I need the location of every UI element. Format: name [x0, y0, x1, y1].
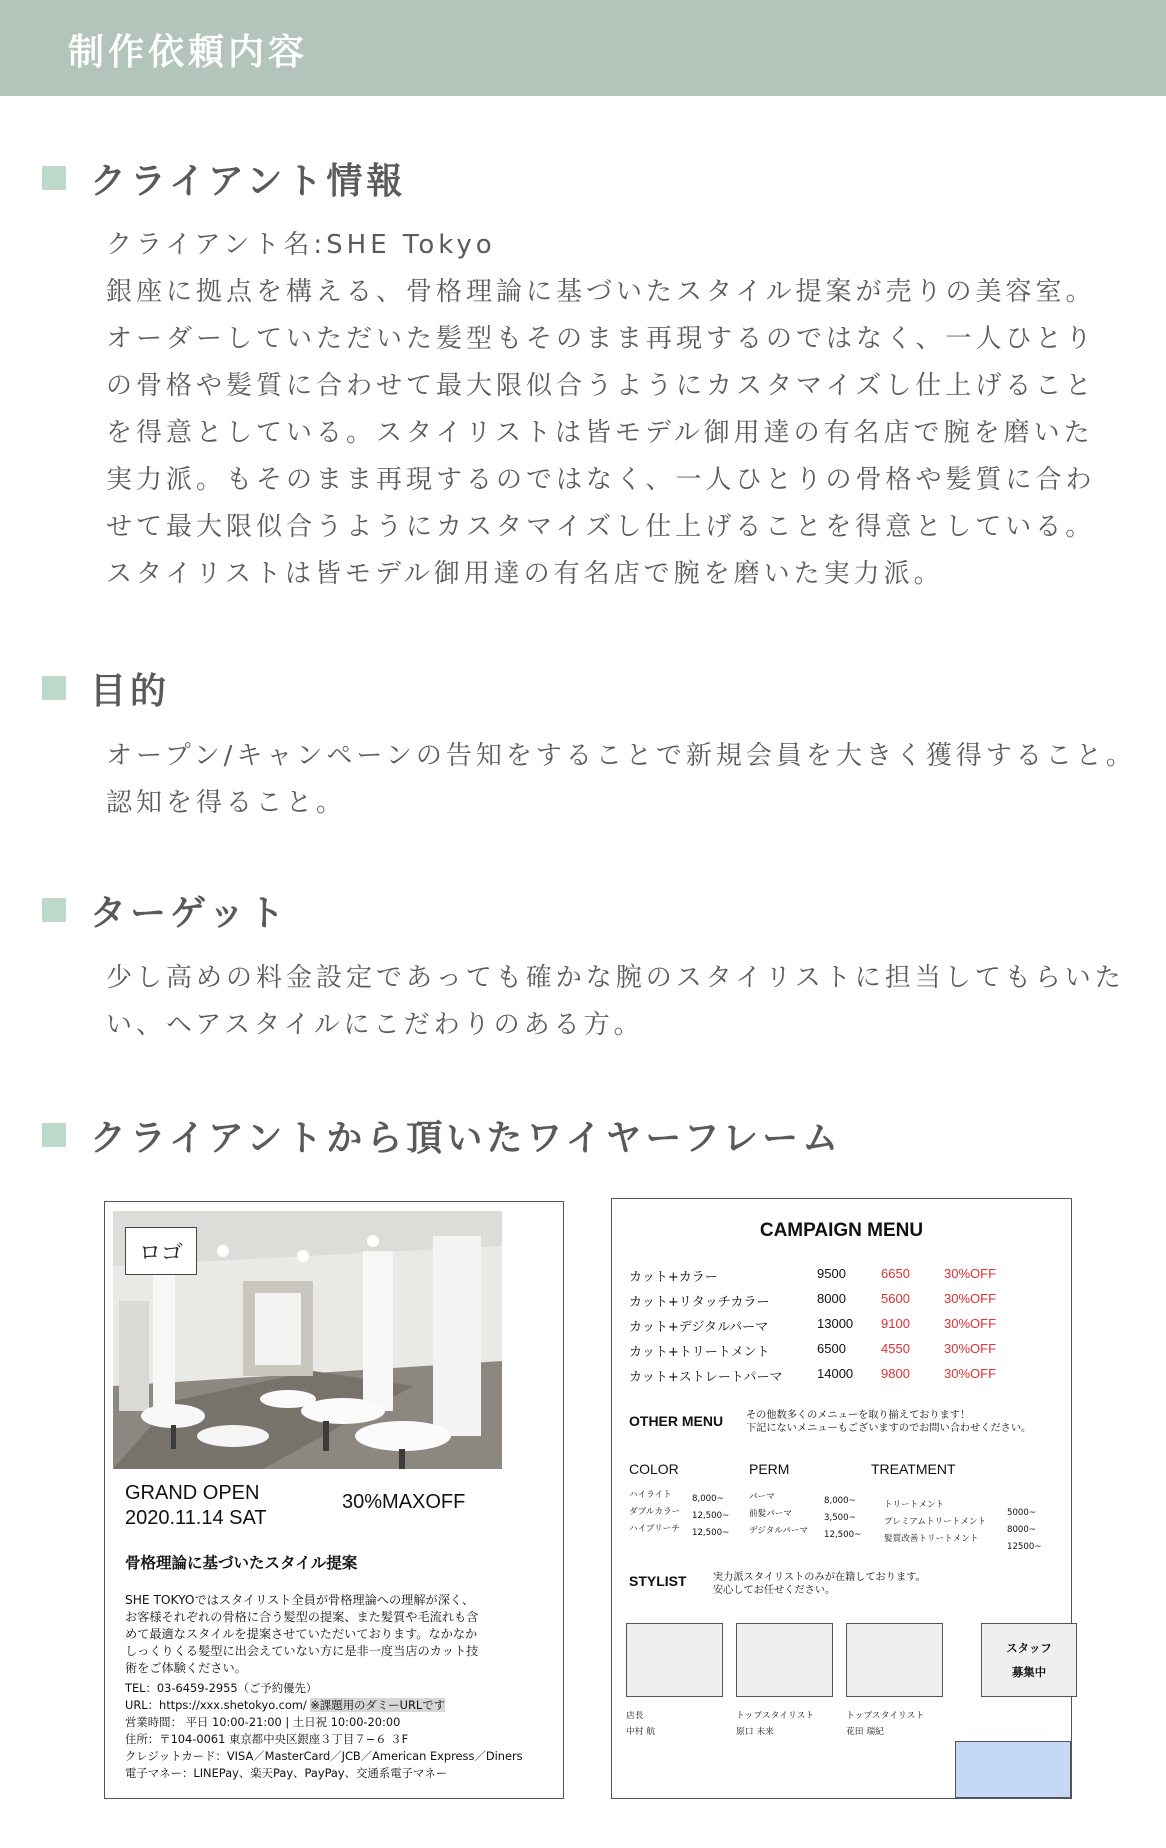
treatment-item: プレミアムトリートメント	[884, 1517, 987, 1527]
heading-square-icon	[42, 676, 66, 700]
logo-placeholder: ロゴ	[125, 1227, 197, 1275]
menu-off: 30%OFF	[944, 1316, 997, 1331]
treatment-price: 8000~	[1007, 1525, 1037, 1535]
color-item: ハイブリーチ	[629, 1524, 680, 1534]
client-line: オーダーしていただいた髪型もそのまま再現するのではなく、一人ひとり	[106, 324, 1096, 354]
perm-item: パーマ	[749, 1492, 775, 1502]
menu-sale-price: 9100	[881, 1316, 910, 1331]
desc-line: SHE TOKYOではスタイリスト全員が骨格理論への理解が深く、	[125, 1593, 475, 1607]
campaign-menu-title: CAMPAIGN MENU	[759, 1220, 924, 1241]
staff-name: 原口 未来	[736, 1727, 774, 1737]
menu-sale-price: 6650	[881, 1266, 910, 1281]
menu-price: 9500	[817, 1266, 846, 1281]
client-line: せて最大限似合うようにカスタマイズし仕上げることを得意としている。	[106, 512, 1096, 542]
other-menu-line: 下記にないメニューもございますのでお問い合わせください。	[746, 1423, 1032, 1434]
tel: TEL：03-6459-2955（ご予約優先）	[125, 1681, 318, 1695]
stylist-text	[713, 1571, 926, 1597]
perm-item: デジタルパーマ	[749, 1526, 809, 1536]
open-date: 2020.11.14 SAT	[125, 1507, 267, 1529]
menu-name: カット+ストレートパーマ	[629, 1370, 783, 1385]
blue-placeholder	[955, 1741, 1071, 1798]
staff-card	[736, 1708, 814, 1740]
menu-price: 6500	[817, 1341, 846, 1356]
client-line: の骨格や髪質に合わせて最大限似合うようにカスタマイズし仕上げること	[106, 371, 1096, 401]
perm-items	[749, 1489, 808, 1540]
staff-name: 中村 航	[626, 1727, 656, 1737]
color-items	[629, 1487, 680, 1538]
perm-price: 8,000~	[824, 1496, 856, 1506]
stylist-line: 安心してお任せください。	[713, 1585, 836, 1596]
menu-sale-price: 4550	[881, 1341, 910, 1356]
client-body	[106, 222, 1096, 598]
heading-square-icon	[42, 898, 66, 922]
heading-square-icon	[42, 1123, 66, 1147]
staff-role: 店長	[626, 1711, 644, 1721]
heading-wireframe: クライアントから頂いたワイヤーフレーム	[90, 1117, 843, 1159]
menu-price: 13000	[817, 1316, 854, 1331]
treatment-price: 5000~	[1007, 1508, 1037, 1518]
menu-sale-price: 9800	[881, 1366, 910, 1381]
client-line: スタイリストは皆モデル御用達の有名店で腕を磨いた実力派。	[106, 559, 944, 589]
menu-name: カット+デジタルパーマ	[629, 1320, 769, 1335]
client-line: を得意としている。スタイリストは皆モデル御用達の有名店で腕を磨いた	[106, 418, 1094, 448]
category-perm: PERM	[749, 1461, 790, 1477]
staff-role: トップスタイリスト	[736, 1711, 815, 1721]
section-heading-purpose	[42, 668, 171, 712]
flyer-info	[125, 1680, 561, 1782]
perm-price: 12,500~	[824, 1530, 862, 1540]
discount-text: 30%MAXOFF	[342, 1491, 466, 1513]
stylist-photo-placeholder	[736, 1623, 833, 1697]
color-item: ダブルカラー	[629, 1507, 681, 1517]
credit-cards: クレジットカード：VISA／MasterCard／JCB／American Express／Diners	[125, 1749, 523, 1763]
treatment-prices	[1007, 1505, 1042, 1556]
color-item: ハイライト	[629, 1490, 672, 1500]
heading-square-icon	[42, 166, 66, 190]
stylist-photo-placeholder	[846, 1623, 943, 1697]
treatment-item: トリートメント	[884, 1500, 945, 1510]
flyer-headline: 骨格理論に基づいたスタイル提案	[125, 1554, 358, 1572]
purpose-body	[106, 733, 1136, 827]
client-line: クライアント名:SHE Tokyo	[106, 230, 496, 260]
grand-open-block	[125, 1481, 267, 1531]
perm-prices	[824, 1493, 861, 1544]
perm-item: 前髪パーマ	[749, 1509, 792, 1519]
staff-card	[626, 1708, 655, 1740]
stylist-label: STYLIST	[629, 1573, 687, 1589]
url: URL：https://xxx.shetokyo.com/	[125, 1698, 311, 1712]
desc-line: 術をご体験ください。	[125, 1661, 247, 1675]
color-price: 12,500~	[692, 1511, 730, 1521]
other-menu-label: OTHER MENU	[629, 1413, 724, 1429]
menu-off: 30%OFF	[944, 1291, 997, 1306]
recruit-line: 募集中	[1011, 1665, 1047, 1679]
e-money: 電子マネー：LINEPay、楽天Pay、PayPay、交通系電子マネー	[125, 1766, 448, 1780]
perm-price: 3,500~	[824, 1513, 856, 1523]
other-menu-line: その他数多くのメニューを取り揃えております！	[746, 1410, 971, 1421]
stylist-photo-placeholder	[626, 1623, 723, 1697]
desc-line: お客様それぞれの骨格に合う髪型の提案、また髪質や毛流れも含	[125, 1610, 479, 1624]
category-color: COLOR	[629, 1461, 679, 1477]
menu-off: 30%OFF	[944, 1341, 997, 1356]
staff-card	[846, 1708, 924, 1740]
client-line: 銀座に拠点を構える、骨格理論に基づいたスタイル提案が売りの美容室。	[106, 277, 1096, 307]
treatment-items	[884, 1497, 986, 1548]
category-treatment: TREATMENT	[871, 1461, 956, 1477]
wireframe-flyer	[104, 1201, 564, 1799]
section-heading-target	[42, 890, 289, 934]
flyer-description	[125, 1592, 545, 1677]
menu-price: 14000	[817, 1366, 854, 1381]
desc-line: しっくりくる髪型に出会えていない方に是非一度当店のカット技	[125, 1644, 479, 1658]
section-heading-client	[42, 158, 407, 202]
menu-name: カット+カラー	[629, 1270, 718, 1285]
target-line: 少し高めの料金設定であっても確かな腕のスタイリストに担当してもらいた	[106, 963, 1125, 993]
heading-client: クライアント情報	[90, 160, 407, 202]
treatment-item: 髪質改善トリートメント	[884, 1534, 979, 1544]
menu-name: カット+リタッチカラー	[629, 1295, 770, 1310]
menu-name: カット+トリートメント	[629, 1345, 770, 1360]
recruit-line: スタッフ	[1006, 1641, 1052, 1655]
menu-sale-price: 5600	[881, 1291, 910, 1306]
menu-off: 30%OFF	[944, 1266, 997, 1281]
menu-price: 8000	[817, 1291, 846, 1306]
staff-name: 花田 瑞紀	[846, 1727, 884, 1737]
heading-target: ターゲット	[90, 892, 289, 934]
client-line: 実力派。もそのまま再現するのではなく、一人ひとりの骨格や髪質に合わ	[106, 465, 1096, 495]
url-note: ※課題用のダミーURLです	[310, 1698, 446, 1712]
page-header	[0, 0, 1166, 96]
hours: 営業時間： 平日 10:00-21:00 | 土日祝 10:00-20:00	[125, 1715, 401, 1729]
address: 住所：〒104-0061 東京都中央区銀座３丁目７−６ ３F	[125, 1732, 409, 1746]
url-line	[125, 1697, 561, 1714]
treatment-price: 12500~	[1007, 1542, 1042, 1552]
purpose-line: 認知を得ること。	[106, 788, 347, 818]
staff-role: トップスタイリスト	[846, 1711, 925, 1721]
purpose-line: オープン/キャンペーンの告知をすることで新規会員を大きく獲得すること。	[106, 741, 1136, 771]
wireframe-campaign-menu	[611, 1198, 1072, 1799]
other-menu-text	[746, 1409, 1031, 1435]
target-line: い、ヘアスタイルにこだわりのある方。	[106, 1010, 644, 1040]
recruit-box	[981, 1623, 1077, 1697]
section-heading-wireframe	[42, 1115, 843, 1159]
color-price: 8,000~	[692, 1494, 724, 1504]
color-prices	[692, 1491, 729, 1542]
color-price: 12,500~	[692, 1528, 730, 1538]
grand-open-text: GRAND OPEN	[125, 1482, 260, 1504]
desc-line: めて最適なスタイルを提案させていただいております。なかなか	[125, 1627, 478, 1641]
page-title: 制作依頼内容	[68, 32, 309, 73]
heading-purpose: 目的	[90, 670, 171, 712]
menu-off: 30%OFF	[944, 1366, 997, 1381]
stylist-line: 実力派スタイリストのみが在籍しております。	[713, 1572, 926, 1583]
target-body	[106, 955, 1125, 1049]
